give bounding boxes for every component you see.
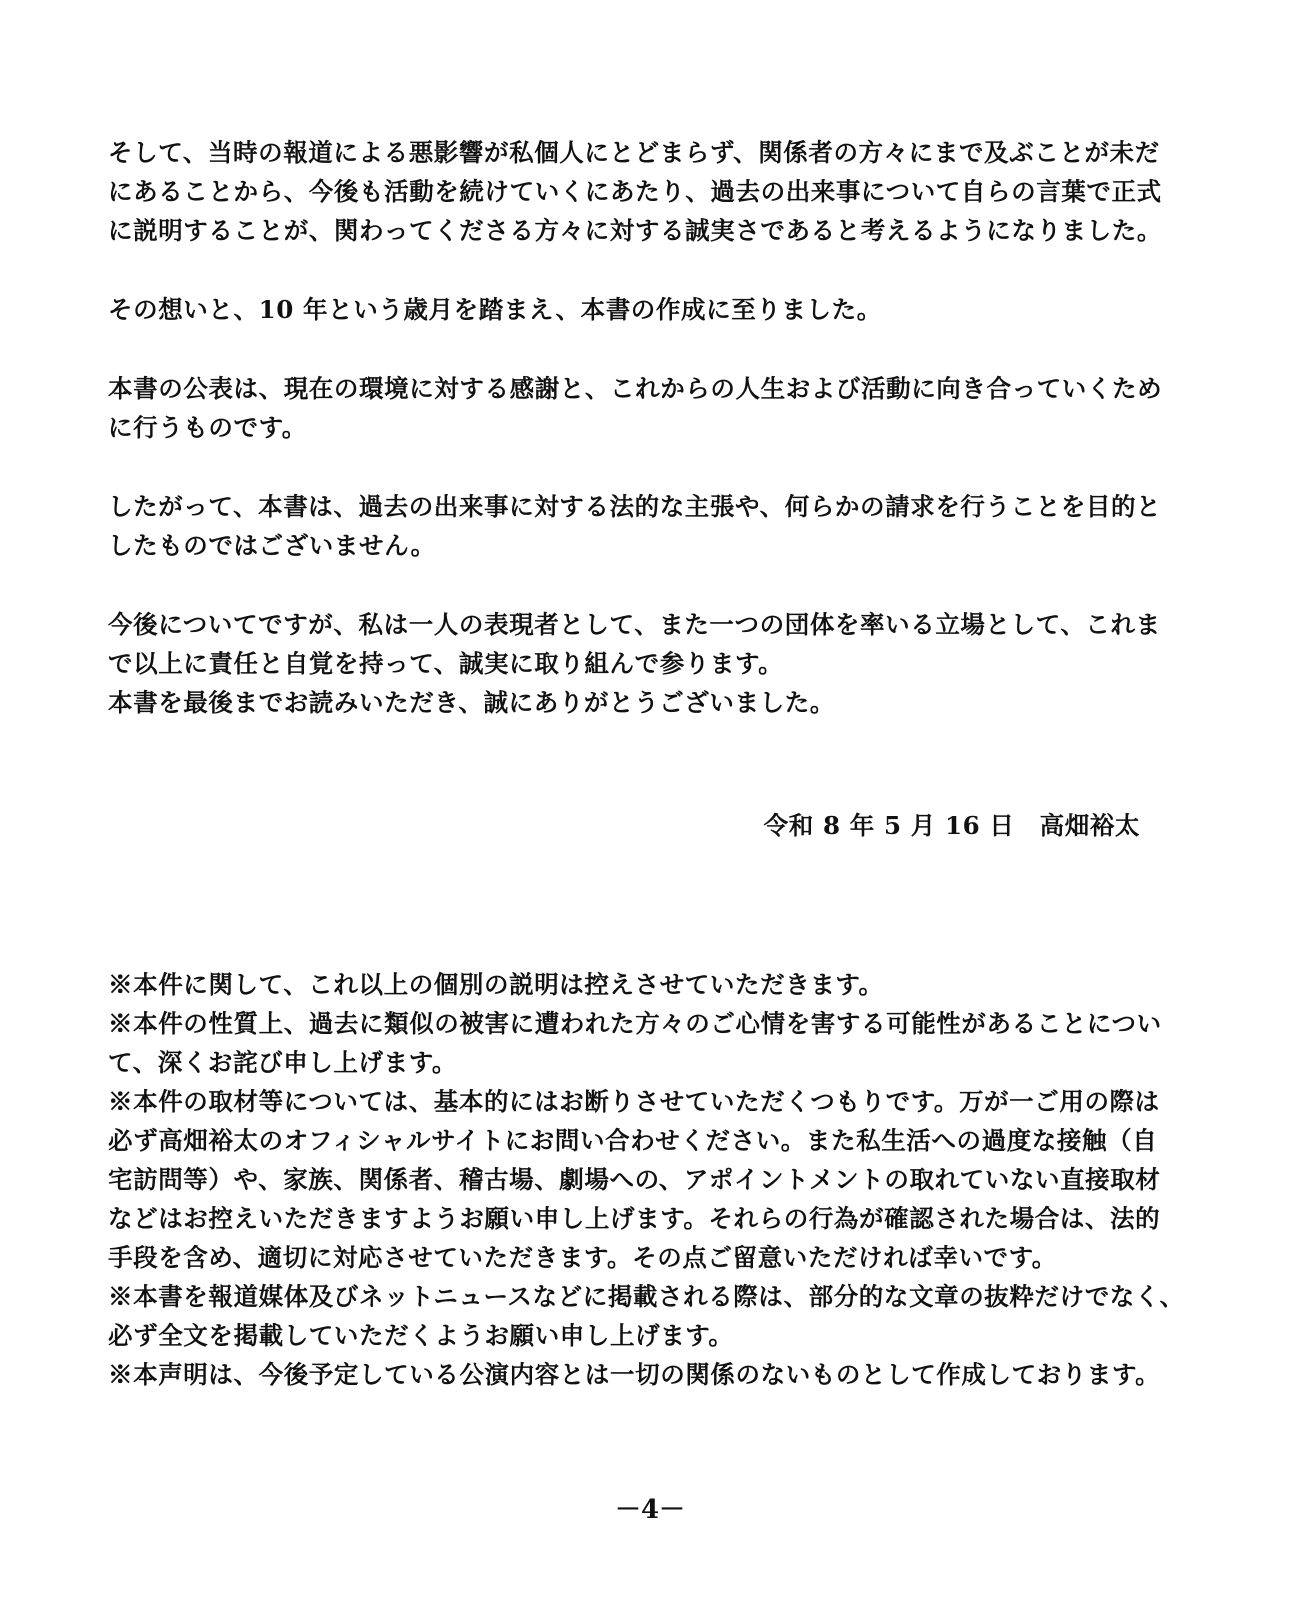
note-line: ※本件に関して、これ以上の個別の説明は控えさせていただきます。 xyxy=(108,970,884,999)
body-line: したがって、本書は、過去の出来事に対する法的な主張や、何らかの請求を行うことを目的と xyxy=(108,492,1162,521)
body-line: 今後についてですが、私は一人の表現者として、また一つの団体を率いる立場として、これま xyxy=(108,610,1161,639)
body-line: で以上に責任と自覚を持って、誠実に取り組んで参ります。 xyxy=(108,649,784,678)
note-line: 必ず全文を掲載していただくようお願い申し上げます。 xyxy=(108,1321,734,1350)
body-line: に行うものです。 xyxy=(108,413,307,442)
note-line: 宅訪問等）や、家族、関係者、稽古場、劇場への、アポイントメントの取れていない直接取材 xyxy=(108,1165,1161,1194)
note-line: ※本件の取材等については、基本的にはお断りさせていただくつもりです。万が一ご用の際は xyxy=(108,1087,1160,1116)
note-line: ※本書を報道媒体及びネットニュースなどに掲載される際は、部分的な文章の抜粋だけでなく、 xyxy=(108,1282,1185,1311)
body-line: そして、当時の報道による悪影響が私個人にとどまらず、関係者の方々にまで及ぶことが未だ xyxy=(108,138,1160,167)
body-line: したものではございません。 xyxy=(108,531,436,560)
body-line: 本書を最後までお読みいただき、誠にありがとうございました。 xyxy=(108,688,835,717)
body-line: にあることから、今後も活動を続けていくにあたり、過去の出来事について自らの言葉で正式 xyxy=(108,177,1162,206)
signature-date: 令和 8 年 5 月 16 日 xyxy=(763,811,1015,840)
body-line: に説明することが、関わってくださる方々に対する誠実さであると考えるようになりました。 xyxy=(108,216,1162,245)
note-line: ※本件の性質上、過去に類似の被害に遭われた方々のご心情を害する可能性があることについ xyxy=(108,1009,1162,1038)
signature-line xyxy=(764,808,1140,844)
page-number: －4－ xyxy=(614,1495,686,1525)
note-line: 必ず高畑裕太のオフィシャルサイトにお問い合わせください。また私生活への過度な接触（自 xyxy=(108,1126,1158,1155)
signature-name: 高畑裕太 xyxy=(1039,811,1140,840)
note-line: などはお控えいただきますようお願い申し上げます。それらの行為が確認された場合は、法的 xyxy=(108,1204,1161,1233)
note-line: ※本声明は、今後予定している公演内容とは一切の関係のないものとして作成しております。 xyxy=(108,1360,1161,1389)
body-line: 本書の公表は、現在の環境に対する感謝と、これからの人生および活動に向き合っていくため xyxy=(108,374,1163,403)
note-line: 手段を含め、適切に対応させていただきます。その点ご留意いただければ幸いです。 xyxy=(108,1243,1057,1272)
note-line: て、深くお詫び申し上げます。 xyxy=(108,1048,457,1077)
body-line: その想いと、10 年という歳月を踏まえ、本書の作成に至りました。 xyxy=(108,295,882,324)
